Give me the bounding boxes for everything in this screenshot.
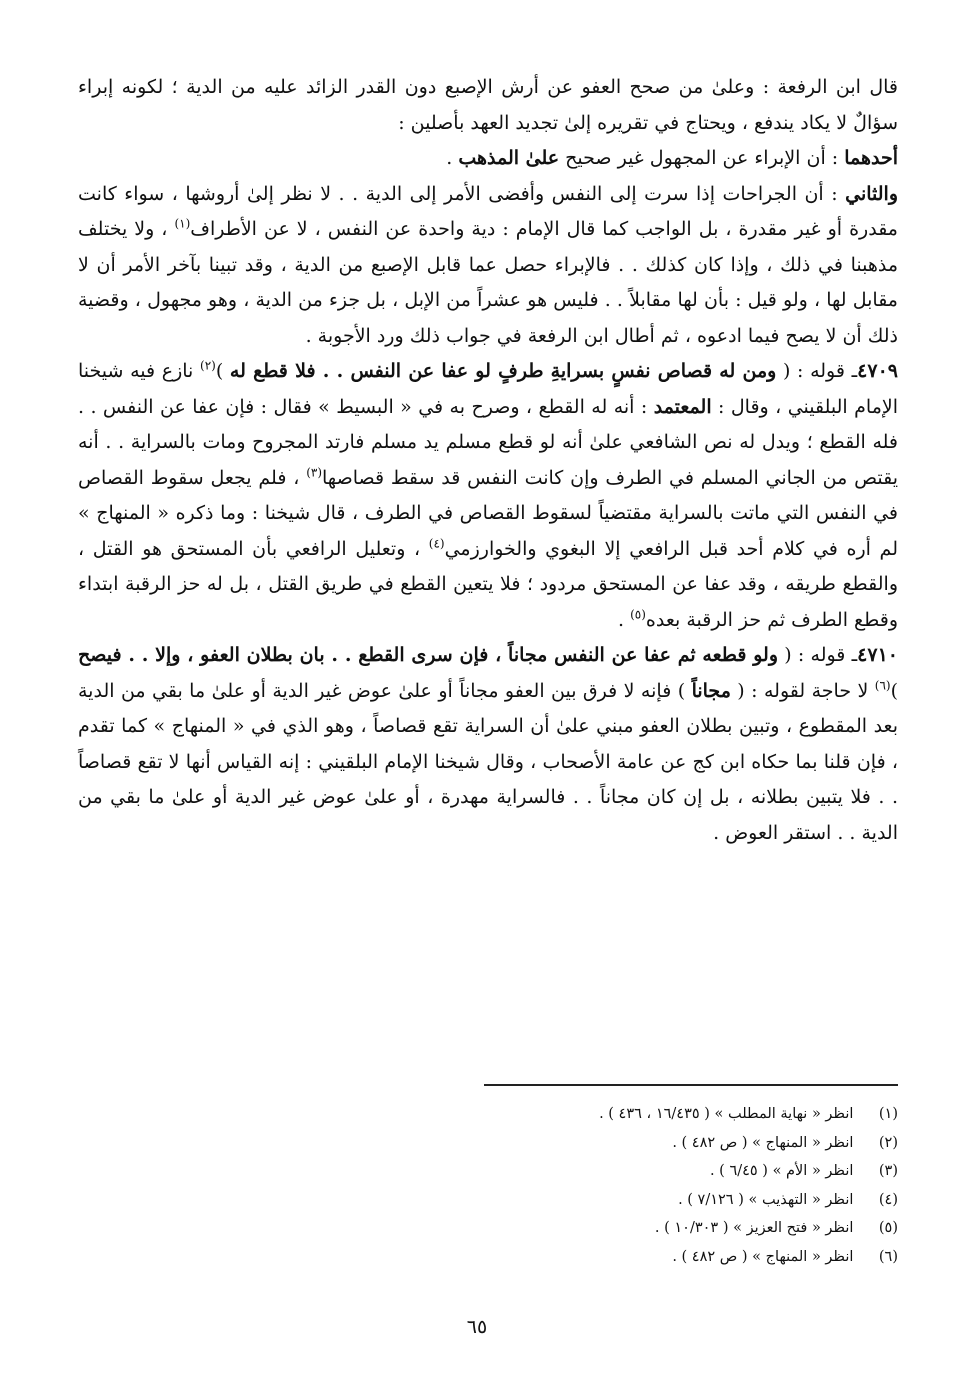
paragraph-text: : أنه له القطع ، وصرح به في « البسيط » فقال : فإن عفا عن النفس . . فله القطع ؛ ويدل له نص الشافعي علىٰ أنه لو قطع مسلم يد مسلم فارتد المجروح ومات بالسراية . . أنه يقتص من الجاني المسلم في الطرف وإن كانت النفس قد سقط قصاصها [78, 395, 898, 489]
footnote-ref-3[interactable]: (٣) [306, 465, 323, 480]
footnote-ref-5[interactable]: (٥) [630, 607, 646, 622]
paragraph-text: لا حاجة لقوله : ( [730, 679, 875, 702]
footnote-text: انظر « الأم » ( ٦/٤٥ ) . [709, 1163, 854, 1179]
footnote-ref-4[interactable]: (٤) [428, 536, 445, 551]
footnote-ref-1[interactable]: (١) [174, 216, 191, 231]
quoted-matn: ولو قطعه ثم عفا عن النفس مجاناً ، فإن سرى القطع . . بان بطلان العفو ، وإلا . . فيصح [78, 644, 779, 666]
footnote-5 [300, 1214, 898, 1243]
footnote-number: (٤) [878, 1191, 898, 1208]
footnote-separator [484, 1084, 898, 1086]
paragraph-text: ، ولا يختلف مذهبنا في ذلك ، وإذا كان كذلك . . فالإبراء حصل عما قابل الإصبع من الدية ، وقد تبينا بآخر الأمر أن لا مقابل لها ، ولو قيل : بأن لها مقابلاً . . فليس هو عشراً من الإبل ، بل جزء من الدية ، وهو مجهول ، وقضية ذلك أن لا يصح فيما ادعوه ، ثم أطال ابن الرفعة في جواب ذلك ورد الأجوبة . [78, 218, 898, 347]
paragraph-text: ، وتعليل الرافعي بأن المستحق هو القتل ، والقطع طريقه ، وقد عفا عن المستحق مردود ؛ فلا يتعين القطع في طريق القتل ، بل له حز الرقبة ابتداء وقطع الطرف ثم حز الرقبة بعده [78, 537, 898, 631]
main-text [78, 70, 898, 851]
footnote-number: (٥) [878, 1220, 898, 1236]
paragraph-text: ـ قوله : ( [776, 360, 858, 382]
paragraph-text: : أن الجراحات إذا سرت إلى النفس وأفضى الأمر إلى الدية . . لا نظر إلىٰ أروشها ، سواء كانت مقدرة أو غير مقدرة ، بل الواجب كما قال الإمام : دية واحدة عن النفس ، لا عن الأطراف [78, 182, 898, 240]
paragraph-text: ) [215, 360, 230, 382]
footnote-ref-6[interactable]: (٦) [874, 678, 891, 693]
issue-number: ٤٧٠٩ [857, 360, 898, 382]
footnote-6 [300, 1243, 898, 1272]
quoted-matn: ومن له قصاص نفسٍ بسرايةِ طرفٍ لو عفا عن النفس . . فلا قطع له [229, 360, 777, 382]
paragraph-text: قال ابن الرفعة : وعلىٰ من صحح العفو عن أرش الإصبع دون القدر الزائد عليه من الدية ؛ لكونه إبراء سؤالٌ لا يكاد يندفع ، ويحتاج في تقريره إلىٰ تجديد العهد بأصلين : [78, 76, 898, 134]
paragraph-text: ، فلم يجعل سقوط القصاص في النفس التي ماتت بالسراية مقتضياً لسقوط القصاص في الطرف ، قال شيخنا : وما ذكره « المنهاج » لم أره في كلام أحد قبل الرافعي إلا البغوي والخوارزمي [78, 466, 898, 560]
first-principle-heading: أحدهما [844, 147, 898, 169]
paragraph-ibn-al-rifa [78, 70, 898, 141]
paragraph-first-principle [78, 141, 898, 177]
footnote-text: انظر « المنهاج » ( ص ٤٨٢ ) . [672, 1134, 854, 1151]
footnote-1 [300, 1100, 898, 1129]
paragraph-text: ـ قوله : ( [778, 644, 858, 666]
paragraph-text: : أن الإبراء عن المجهول غير صحيح [559, 147, 845, 169]
issue-number: ٤٧١٠ [857, 644, 898, 666]
paragraph-4709 [78, 354, 898, 638]
footnote-2 [300, 1129, 898, 1158]
paragraph-second-principle [78, 177, 898, 355]
footnote-3 [300, 1157, 898, 1186]
footnote-text: انظر « المنهاج » ( ص ٤٨٢ ) . [672, 1248, 854, 1265]
footnote-text: انظر « نهاية المطلب » ( ١٦/٤٣٥ ، ٤٣٦ ) . [599, 1106, 854, 1122]
footnote-number: (٢) [878, 1134, 898, 1151]
paragraph-4710 [78, 638, 898, 851]
footnote-text: انظر « التهذيب » ( ٧/١٢٦ ) . [678, 1191, 854, 1208]
second-principle-heading: والثاني [845, 182, 898, 205]
footnote-number: (٦) [878, 1248, 898, 1265]
paragraph-text: نازع فيه شيخنا الإمام البلقيني ، وقال : [78, 360, 898, 418]
paragraph-text: ) فإنه لا فرق بين العفو مجاناً أو علىٰ عوض غير الدية أو علىٰ ما بقي من الدية بعد المقطوع ، وتبين بطلان العفو مبني علىٰ أن السراية تقع قصاصاً ، وهو الذي في « المنهاج » كما تقدم ، فإن قلنا بما حكاه ابن كج عن عامة الأصحاب ، وقال شيخنا الإمام البلقيني : إنه القياس أنها لا تقع قصاصاً . . فلا يتبين بطلانه ، بل إن كان مجاناً . . فالسراية مهدرة ، أو علىٰ عوض غير الدية أو علىٰ ما بقي من الدية . . استقر العوض . [78, 679, 898, 844]
paragraph-text: . [617, 608, 631, 631]
footnote-ref-2[interactable]: (٢) [200, 358, 216, 373]
footnote-4 [300, 1186, 898, 1215]
footnote-number: (٣) [878, 1163, 898, 1179]
bold-term: مجاناً [691, 679, 731, 702]
bold-phrase: علىٰ المذهب [458, 147, 560, 169]
paragraph-text: . [446, 147, 459, 169]
footnote-number: (١) [878, 1106, 898, 1122]
paragraph-text: ) [890, 679, 899, 702]
page-number: ٦٥ [466, 1316, 488, 1338]
footnote-text: انظر « فتح العزيز » ( ١٠/٣٠٣ ) . [654, 1220, 854, 1236]
footnotes [300, 1100, 898, 1271]
bold-term: المعتمد [653, 395, 712, 418]
